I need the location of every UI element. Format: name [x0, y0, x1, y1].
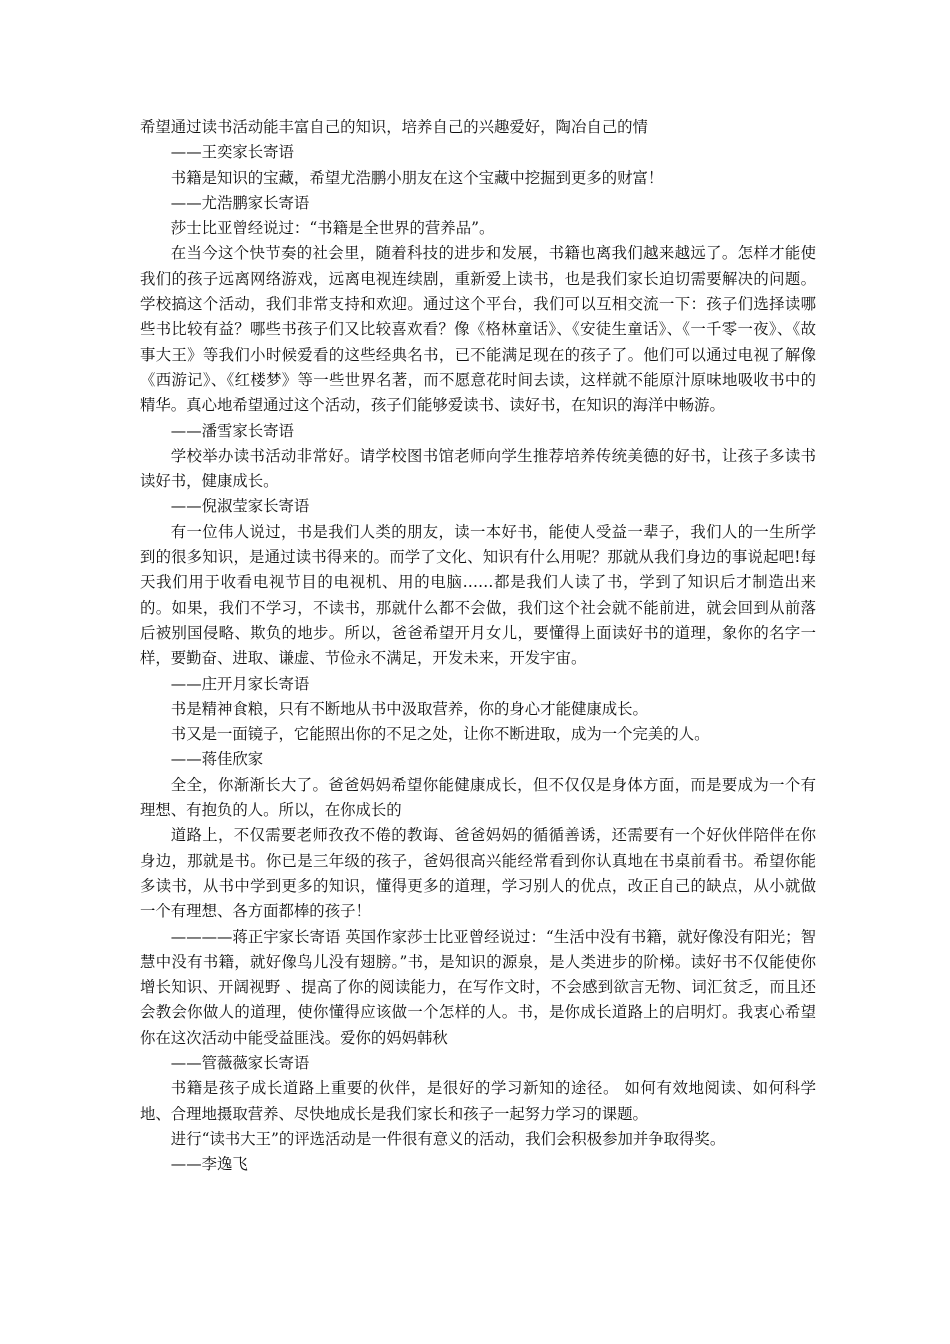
paragraph: 全全，你渐渐长大了。爸爸妈妈希望你能健康成长，但不仅仅是身体方面，而是要成为一个有理想、有抱负的人。所以，在你成长的 [140, 775, 816, 820]
signature-line: ——王奕家长寄语 [170, 143, 294, 162]
paragraph: 有一位伟人说过，书是我们人类的朋友，读一本好书，能使人受益一辈子，我们人的一生所学到的很多知识，是通过读书得来的。而学了文化、知识有什么用呢？那就从我们身边的事说起吧!每天我们用于收看电视节目的电视机、用的电脑……都是我们人读了书，学到了知识后才制造出来的。如果，我们不学习，不读书，那就什么都不会做，我们这个社会就不能前进，就会回到从前落后被别国侵略、欺负的地步。所以，爸爸希望开月女儿，要懂得上面读好书的道理，象你的名字一样，要勤奋、进取、谦虚、节俭永不满足，开发未来，开发宇宙。 [140, 522, 816, 668]
paragraph: 学校举办读书活动非常好。请学校图书馆老师向学生推荐培养传统美德的好书，让孩子多读书读好书，健康成长。 [140, 446, 816, 491]
signature-line: ——庄开月家长寄语 [170, 674, 310, 693]
paragraph: 书是精神食粮，只有不断地从书中汲取营养，你的身心才能健康成长。 [170, 699, 648, 718]
paragraph: 希望通过读书活动能丰富自己的知识，培养自己的兴趣爱好，陶冶自己的情 [140, 118, 648, 136]
signature-line: ——管薇薇家长寄语 [170, 1053, 310, 1072]
signature-line: ——倪淑莹家长寄语 [170, 497, 310, 516]
paragraph: 书籍是知识的宝藏，希望尤浩鹏小朋友在这个宝藏中挖掘到更多的财富！ [170, 168, 664, 187]
paragraph: 莎士比亚曾经说过：“书籍是全世界的营养品”。 [170, 219, 495, 238]
signature-line: ——蒋佳欣家 [170, 750, 264, 769]
signature-line: ——潘雪家长寄语 [170, 421, 294, 440]
signature-line: ——尤浩鹏家长寄语 [170, 193, 310, 212]
paragraph: 进行“读书大王”的评选活动是一件很有意义的活动，我们会积极参加并争取得奖。 [170, 1129, 726, 1148]
paragraph: 书籍是孩子成长道路上重要的伙伴，是很好的学习新知的途径。 如何有效地阅读、如何科学地、合理地摄取营养、尽快地成长是我们家长和孩子一起努力学习的课题。 [140, 1079, 816, 1123]
paragraph: ————蒋正宇家长寄语 英国作家莎士比亚曾经说过：“生活中没有书籍，就好像没有阳光；智慧中没有书籍，就好像鸟儿没有翅膀。”书，是知识的源泉，是人类进步的阶梯。读好书不仅能使你增长知识、开阔视野 、提高了你的阅读能力，在写作文时，不会感到欲言无物、词汇贫乏，而且还会教会你做人的道理，使你懂得应该做一个怎样的人。书，是你成长道路上的启明灯。我衷心希望你在这次活动中能受益匪浅。爱你的妈妈韩秋 [140, 927, 816, 1047]
paragraph: 道路上，不仅需要老师孜孜不倦的教诲、爸爸妈妈的循循善诱，还需要有一个好伙伴陪伴在你身边，那就是书。你已是三年级的孩子，爸妈很高兴能经常看到你认真地在书桌前看书。希望你能多读书，从书中学到更多的知识，懂得更多的道理，学习别人的优点，改正自己的缺点，从小就做一个有理想、各方面都棒的孩子！ [140, 826, 816, 921]
paragraph: 书又是一面镜子，它能照出你的不足之处，让你不断进取，成为一个完美的人。 [170, 725, 710, 744]
document-body [140, 115, 816, 1177]
signature-line: ——李逸飞 [170, 1155, 248, 1174]
paragraph: 在当今这个快节奏的社会里，随着科技的进步和发展，书籍也离我们越来越远了。怎样才能使我们的孩子远离网络游戏，远离电视连续剧，重新爱上读书，也是我们家长迫切需要解决的问题。学校搞这个活动，我们非常支持和欢迎。通过这个平台，我们可以互相交流一下：孩子们选择读哪些书比较有益？哪些书孩子们又比较喜欢看？像《格林童话》、《安徒生童话》、《一千零一夜》、《故事大王》等我们小时候爱看的这些经典名书，已不能满足现在的孩子了。他们可以通过电视了解像《西游记》、《红楼梦》等一些世界名著，而不愿意花时间去读，这样就不能原汁原味地吸收书中的精华。真心地希望通过这个活动，孩子们能够爱读书、读好书，在知识的海洋中畅游。 [140, 244, 816, 415]
